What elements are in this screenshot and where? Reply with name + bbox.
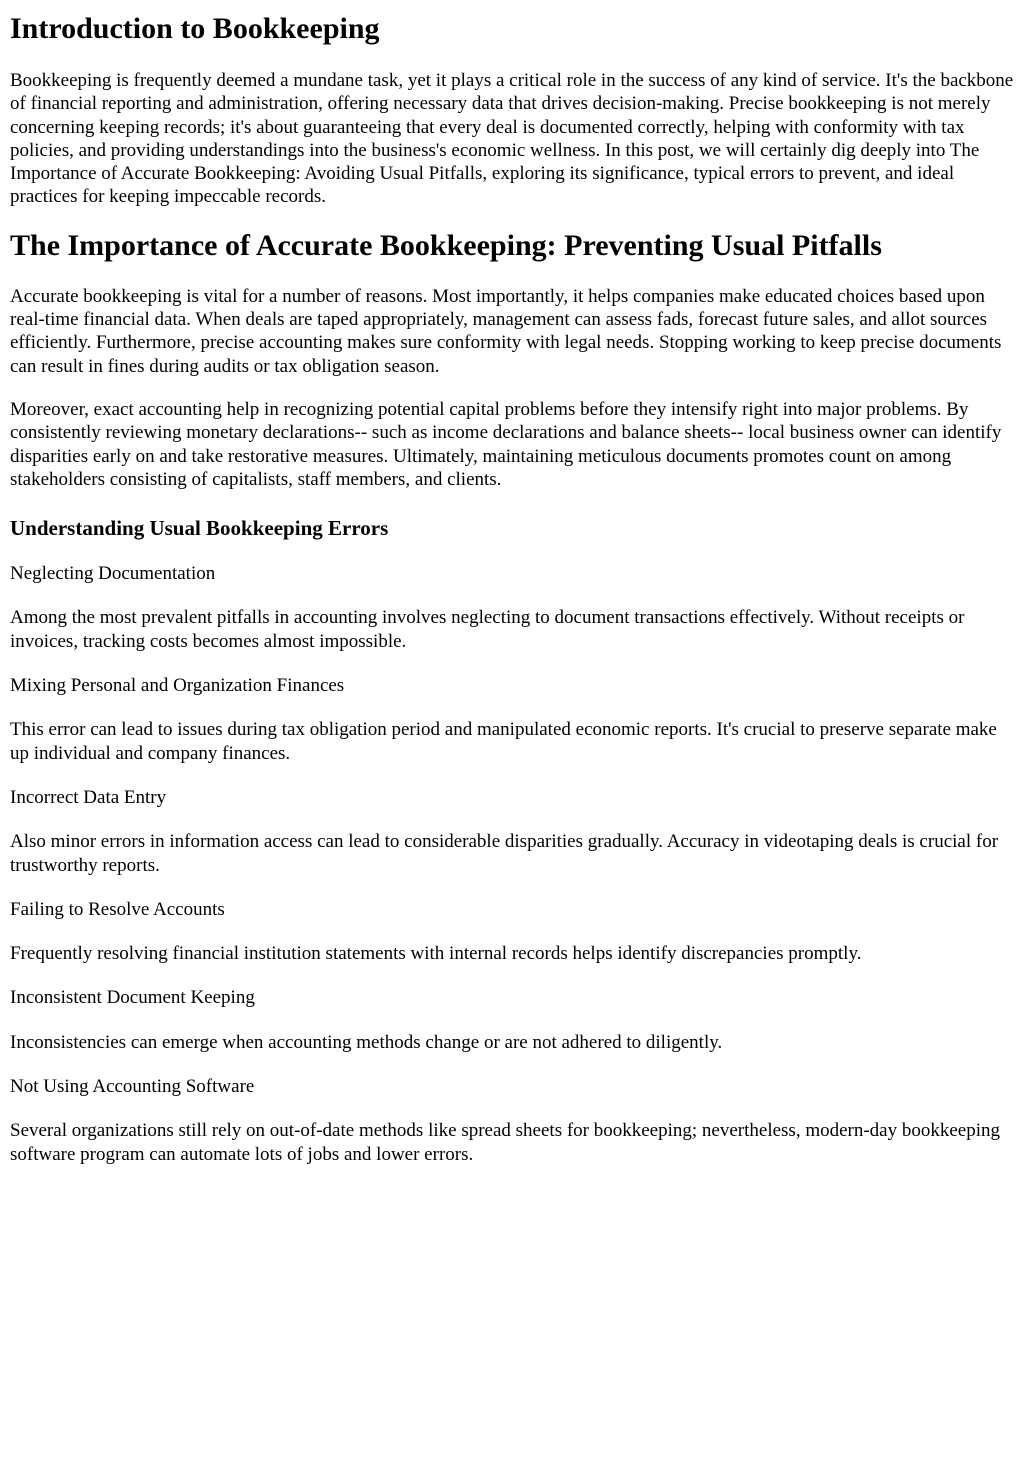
intro-heading: Introduction to Bookkeeping [10, 12, 380, 45]
error-title: Not Using Accounting Software [10, 1076, 255, 1098]
error-description: Inconsistencies can emerge when accounting methods change or are not adhered to diligently. [10, 1031, 723, 1053]
error-title: Incorrect Data Entry [10, 786, 167, 808]
error-item [10, 898, 1014, 966]
errors-list [10, 562, 1014, 1166]
error-description: This error can lead to issues during tax obligation period and manipulated economic reports. It's crucial to preserve separate make up individual and company finances. [10, 719, 997, 764]
error-title: Failing to Resolve Accounts [10, 898, 225, 920]
error-item [10, 1075, 1014, 1166]
error-title: Mixing Personal and Organization Finances [10, 675, 345, 697]
error-description: Among the most prevalent pitfalls in accounting involves neglecting to document transactions effectively. Without receipts or invoices, tracking costs becomes almost impossible. [10, 607, 965, 652]
intro-paragraph: Bookkeeping is frequently deemed a mundane task, yet it plays a critical role in the success of any kind of service. It's the backbone of financial reporting and administration, offering necessary data that drives decision-making. Precise bookkeeping is not merely concerning keeping records; it's about guaranteeing that every deal is documented correctly, helping with conformity with tax policies, and providing understandings into the business's economic wellness. In this post, we will certainly dig deeply into The Importance of Accurate Bookkeeping: Avoiding Usual Pitfalls, exploring its significance, typical errors to prevent, and ideal practices for keeping impeccable records. [10, 70, 1014, 208]
error-item [10, 674, 1014, 765]
error-description: Several organizations still rely on out-of-date methods like spread sheets for bookkeeping; nevertheless, modern-day bookkeeping software program can automate lots of jobs and lower errors. [10, 1120, 1001, 1165]
importance-paragraph-2: Moreover, exact accounting help in recognizing potential capital problems before they intensify right into major problems. By consistently reviewing monetary declarations-- such as income declarations and balance sheets-- local business owner can identify disparities early on and take restorative measures. Ultimately, maintaining meticulous documents promotes count on among stakeholders consisting of capitalists, staff members, and clients. [10, 398, 1002, 490]
error-description: Frequently resolving financial institution statements with internal records helps identify discrepancies promptly. [10, 943, 862, 965]
error-title: Inconsistent Document Keeping [10, 987, 255, 1009]
importance-heading: The Importance of Accurate Bookkeeping: Preventing Usual Pitfalls [10, 228, 882, 262]
error-item [10, 786, 1014, 877]
error-item [10, 562, 1014, 653]
error-title: Neglecting Documentation [10, 563, 216, 585]
article [0, 12, 1024, 1166]
errors-heading: Understanding Usual Bookkeeping Errors [10, 516, 389, 541]
error-description: Also minor errors in information access can lead to considerable disparities gradually. Accuracy in videotaping deals is crucial for trustworthy reports. [10, 831, 999, 876]
importance-paragraph-1: Accurate bookkeeping is vital for a number of reasons. Most importantly, it helps companies make educated choices based upon real-time financial data. When deals are taped appropriately, management can assess fads, forecast future sales, and allot sources efficiently. Furthermore, precise accounting makes sure conformity with legal needs. Stopping working to keep precise documents can result in fines during audits or tax obligation season. [10, 285, 1002, 377]
error-item [10, 986, 1014, 1054]
